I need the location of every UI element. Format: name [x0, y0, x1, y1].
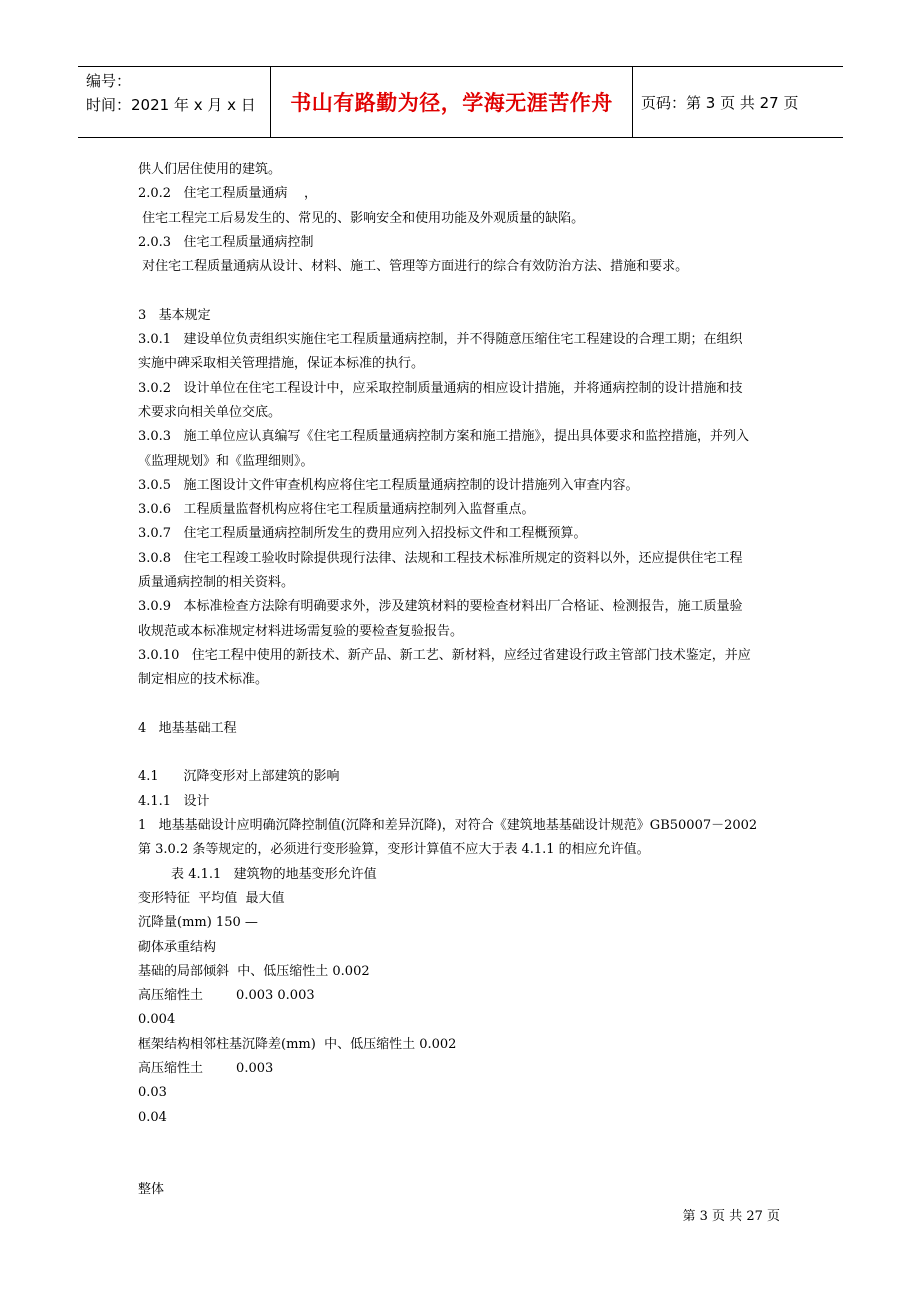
date-label: 时间：2021 年 x 月 x 日: [86, 96, 256, 114]
document-body: [138, 158, 788, 1203]
body-line: 2.0.3 住宅工程质量通病控制: [138, 234, 314, 250]
blank-line: [138, 741, 788, 765]
body-line: 3.0.6 工程质量监督机构应将住宅工程质量通病控制列入监督重点。: [138, 502, 535, 518]
body-line: 第 3.0.2 条等规定的，必须进行变形验算，变形计算值不应大于表 4.1.1 的相应允许值。: [138, 842, 650, 858]
body-line: 实施中碑采取相关管理措施，保证本标准的执行。: [138, 356, 425, 372]
body-line: 高压缩性土 0.003 0.003: [138, 988, 315, 1004]
body-line: 4.1 沉降变形对上部建筑的影响: [138, 769, 340, 785]
body-line: 3 基本规定: [138, 307, 211, 323]
body-line: 表 4.1.1 建筑物的地基变形允许值: [138, 866, 377, 882]
page-header: [78, 66, 843, 138]
body-line: 4 地基基础工程: [138, 720, 237, 736]
body-line: 《监理规划》和《监理细则》。: [138, 453, 314, 469]
body-line: 3.0.3 施工单位应认真编写《住宅工程质量通病控制方案和施工措施》，提出具体要求和监控措施，并列入: [138, 429, 749, 445]
body-line: 术要求向相关单位交底。: [138, 404, 282, 420]
body-line: 3.0.10 住宅工程中使用的新技术、新产品、新工艺、新材料，应经过省建设行政主管部门技术鉴定，并应: [138, 647, 751, 663]
body-line: 对住宅工程质量通病从设计、材料、施工、管理等方面进行的综合有效防治方法、措施和要求。: [138, 259, 689, 275]
body-line: 3.0.1 建设单位负责组织实施住宅工程质量通病控制，并不得随意压缩住宅工程建设的合理工期；在组织: [138, 332, 743, 348]
body-line: 3.0.8 住宅工程竣工验收时除提供现行法律、法规和工程技术标准所规定的资料以外，还应提供住宅工程: [138, 550, 743, 566]
motto-text: 书山有路勤为径，学海无涯苦作舟: [290, 91, 613, 115]
body-line: 变形特征 平均值 最大值: [138, 890, 285, 906]
blank-line: [138, 693, 788, 717]
blank-line: [138, 279, 788, 303]
body-line: 高压缩性土 0.003: [138, 1060, 274, 1076]
body-line: 3.0.5 施工图设计文件审查机构应将住宅工程质量通病控制的设计措施列入审查内容。: [138, 477, 639, 493]
body-line: 2.0.2 住宅工程质量通病 ，: [138, 186, 318, 202]
serial-label: 编号：: [86, 72, 132, 90]
body-line: 框架结构相邻柱基沉降差(mm) 中、低压缩性土 0.002: [138, 1036, 457, 1052]
body-line: 供人们居住使用的建筑。: [138, 162, 282, 177]
page-footer: 第 3 页 共 27 页: [682, 1209, 780, 1224]
body-line: 1 地基基础设计应明确沉降控制值(沉降和差异沉降)，对符合《建筑地基基础设计规范》GB50007－2002: [138, 818, 758, 834]
body-line: 4.1.1 设计: [138, 793, 210, 809]
body-line: 质量通病控制的相关资料。: [138, 575, 295, 591]
body-line: 0.03: [138, 1085, 167, 1101]
body-line: 沉降量(mm) 150 —: [138, 915, 258, 931]
header-meta: [78, 67, 271, 137]
blank-line: [138, 1154, 788, 1178]
body-line: 0.004: [138, 1012, 176, 1028]
body-line: 收规范或本标准规定材料进场需复验的要检查复验报告。: [138, 623, 464, 639]
body-line: 3.0.2 设计单位在住宅工程设计中，应采取控制质量通病的相应设计措施，并将通病控制的设计措施和技: [138, 380, 743, 396]
blank-line: [138, 1130, 788, 1154]
body-line: 3.0.9 本标准检查方法除有明确要求外，涉及建筑材料的要检查材料出厂合格证、检测报告，施工质量验: [138, 599, 743, 615]
body-line: 制定相应的技术标准。: [138, 672, 269, 688]
body-line: 整体: [138, 1182, 165, 1198]
header-page-cell: [633, 67, 843, 137]
body-line: 住宅工程完工后易发生的、常见的、影响安全和使用功能及外观质量的缺陷。: [138, 210, 585, 226]
body-line: 3.0.7 住宅工程质量通病控制所发生的费用应列入招投标文件和工程概预算。: [138, 526, 587, 542]
header-motto-cell: [271, 67, 633, 137]
header-page-label: 页码：第 3 页 共 27 页: [641, 93, 799, 112]
body-line: 砌体承重结构: [138, 939, 217, 955]
body-line: 0.04: [138, 1109, 167, 1125]
body-line: 基础的局部倾斜 中、低压缩性土 0.002: [138, 963, 370, 979]
